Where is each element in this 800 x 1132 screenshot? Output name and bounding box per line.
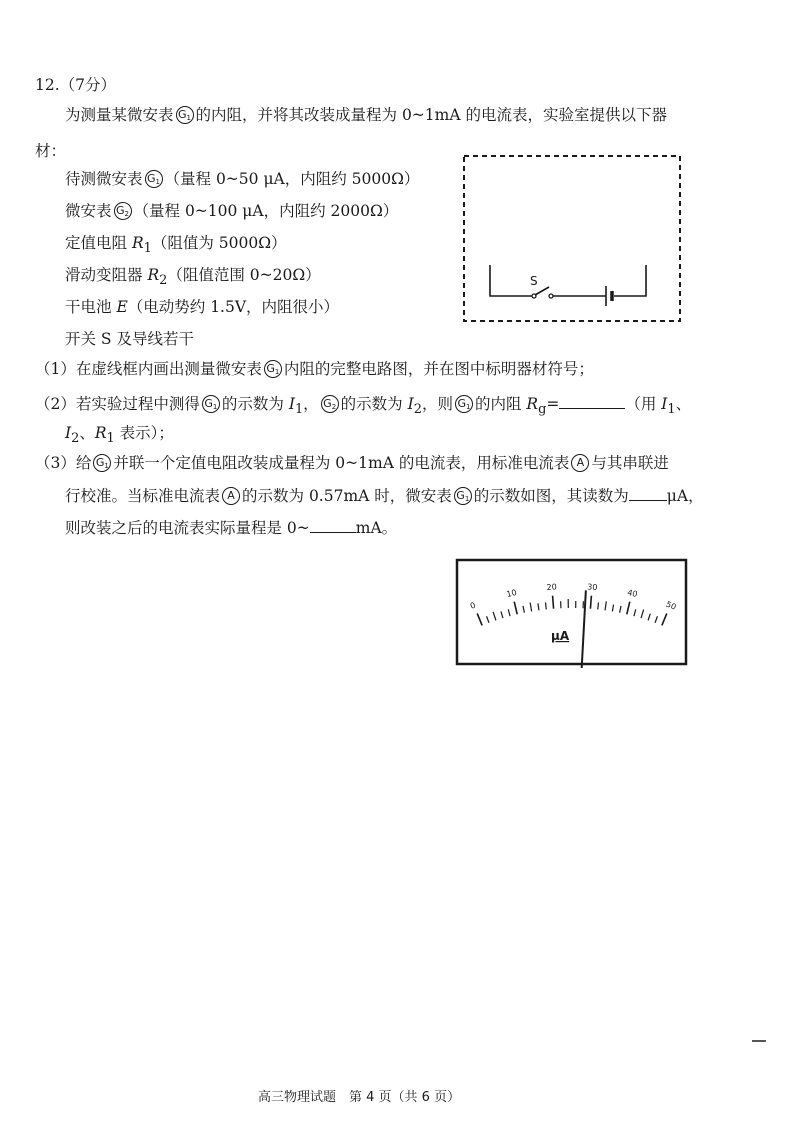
meter-frame	[457, 560, 686, 664]
var-i1: I	[288, 395, 295, 413]
meter-letter: G	[457, 397, 466, 410]
equipment-var: R	[131, 234, 144, 252]
equipment-item-g1	[65, 168, 419, 190]
equipment-label: 待测微安表	[65, 170, 143, 188]
var-i2: I	[407, 395, 414, 413]
meter-letter: G	[204, 397, 213, 410]
minor-tick	[545, 602, 546, 609]
var-sub: 1	[294, 402, 304, 418]
meter-letter: G	[178, 108, 187, 121]
tick-label: 10	[505, 587, 518, 600]
wire-right	[614, 265, 646, 296]
part-2-text: 表示）；	[114, 424, 174, 442]
equipment-sub: 2	[159, 273, 168, 289]
g2-meter-icon	[114, 202, 132, 220]
equipment-item-switch: 开关 S 及导线若干	[65, 330, 194, 348]
answer-blank-reading[interactable]	[629, 484, 667, 501]
part-3-line-3	[65, 516, 397, 539]
g1-meter-icon	[145, 170, 163, 188]
meter-sub: 2	[124, 210, 130, 218]
major-tick	[553, 596, 554, 609]
part-3-text: 并联一个定值电阻改装成量程为 0~1mA 的电流表，用标准电流表	[113, 454, 570, 472]
g1-meter-icon	[176, 106, 194, 124]
part-3-text: mA。	[355, 519, 398, 537]
page-footer: 高三物理试题 第 4 页（共 6 页）	[258, 1090, 461, 1105]
part-3-text: 与其串联进	[591, 454, 669, 472]
ammeter-icon	[571, 454, 589, 472]
part-2-text: 的示数为	[221, 395, 289, 413]
switch-contact	[549, 294, 553, 298]
meter-letter: A	[227, 489, 235, 502]
meter-letter: G	[456, 489, 465, 502]
intro-line-1	[65, 104, 667, 126]
part-1-text-b: 内阻的完整电路图，并在图中标明器材符号；	[283, 360, 594, 378]
part-3-text: μA，	[666, 487, 704, 505]
meter-letter: G	[323, 397, 332, 410]
tick-label: 40	[626, 587, 639, 600]
minor-tick	[598, 602, 599, 609]
part-3-text: （3）给	[35, 454, 92, 472]
meter-letter: A	[576, 456, 585, 469]
intro-line-2: 材：	[35, 142, 67, 160]
part-2-text: 、	[79, 424, 95, 442]
g1-meter-icon	[454, 487, 472, 505]
intro-text-b: 的内阻，并将其改装成量程为 0~1mA 的电流表，实验室提供以下器	[195, 106, 667, 124]
part-2-text: ，则	[421, 395, 453, 413]
part-2-text: （用	[625, 395, 662, 413]
equipment-spec: （阻值为 5000Ω）	[151, 234, 287, 252]
part-2-text: 的示数为	[340, 395, 408, 413]
var-i2: I	[65, 424, 72, 442]
equipment-sub: 1	[143, 241, 152, 257]
meter-sub: 1	[274, 368, 280, 376]
meter-sub: 2	[331, 403, 337, 411]
meter-sub: 1	[466, 403, 471, 411]
tick-label: 50	[664, 599, 678, 612]
margin-mark	[752, 1040, 766, 1042]
equipment-label: 微安表	[65, 202, 112, 220]
var-sub: 2	[413, 402, 422, 418]
part-3-text: 则改装之后的电流表实际量程是 0~	[65, 519, 310, 537]
ammeter-icon	[222, 487, 240, 505]
g1-meter-icon	[455, 395, 473, 413]
meter-letter: G	[95, 456, 105, 469]
switch-icon	[535, 287, 549, 295]
g1-meter-icon	[202, 395, 220, 413]
answer-blank-range[interactable]	[310, 516, 356, 533]
major-tick	[590, 596, 591, 609]
tick-label: 0	[468, 600, 477, 611]
meter-sub: 1	[464, 495, 470, 503]
part-3-line-2	[65, 484, 704, 507]
var-i1: I	[661, 395, 668, 413]
var-sub: 1	[106, 431, 115, 447]
meter-sub: 1	[155, 178, 161, 186]
equipment-spec: （量程 0~50 μA，内阻约 5000Ω）	[164, 170, 420, 188]
var-rg: R	[526, 395, 539, 413]
equipment-item-battery	[65, 296, 339, 318]
intro-text-a: 为测量某微安表	[65, 106, 174, 124]
part-1	[35, 358, 594, 380]
meter-dial	[455, 558, 689, 668]
part-2-text: 、	[675, 395, 692, 413]
part-2-text: ，	[303, 395, 319, 413]
tick-label: 30	[586, 582, 598, 593]
var-sub: 1	[667, 402, 676, 418]
meter-sub: 1	[104, 462, 109, 470]
wire-left	[490, 265, 532, 296]
part-2-text: =	[546, 395, 560, 413]
equipment-item-g2	[65, 200, 398, 222]
part-2-text: 的内阻	[474, 395, 527, 413]
g2-meter-icon	[321, 395, 339, 413]
equipment-var: E	[116, 298, 128, 316]
part-2-text: （2）若实验过程中测得	[35, 395, 200, 413]
meter-unit-label: μA	[551, 629, 570, 643]
answer-blank-rg[interactable]	[559, 392, 625, 409]
meter-sub: 1	[212, 403, 218, 411]
switch-label: S	[530, 274, 538, 288]
part-3-text: 的示数为 0.57mA 时，微安表	[242, 487, 452, 505]
g1-meter-icon	[93, 454, 111, 472]
meter-letter: G	[116, 204, 125, 217]
tick-label: 20	[546, 582, 558, 593]
meter-letter: G	[147, 172, 156, 185]
circuit-box	[460, 152, 686, 328]
part-2-line-1	[35, 392, 691, 421]
var-sub: 2	[71, 431, 80, 447]
equipment-label: 干电池	[65, 298, 117, 316]
equipment-spec: （阻值范围 0~20Ω）	[167, 266, 321, 284]
equipment-var: R	[147, 266, 160, 284]
part-1-text-a: （1）在虚线框内画出测量微安表	[35, 360, 262, 378]
meter-letter: G	[266, 362, 275, 375]
question-number: 12.（7分）	[35, 76, 117, 94]
equipment-label: 滑动变阻器	[65, 266, 148, 284]
part-3-text: 行校准。当标准电流表	[65, 487, 221, 505]
equipment-label: 定值电阻	[65, 234, 132, 252]
var-sub: g	[538, 402, 547, 418]
equipment-spec: （量程 0~100 μA，内阻约 2000Ω）	[133, 202, 399, 220]
part-3-text: 的示数如图，其读数为	[473, 487, 629, 505]
part-3-line-1	[35, 452, 669, 474]
var-r1: R	[94, 424, 107, 442]
equipment-spec: （电动势约 1.5V，内阻很小）	[127, 298, 340, 316]
equipment-item-r2	[65, 264, 321, 292]
meter-sub: 1	[186, 114, 192, 122]
part-2-line-2	[65, 422, 174, 450]
equipment-item-r1	[65, 232, 287, 260]
g1-meter-icon	[264, 360, 282, 378]
